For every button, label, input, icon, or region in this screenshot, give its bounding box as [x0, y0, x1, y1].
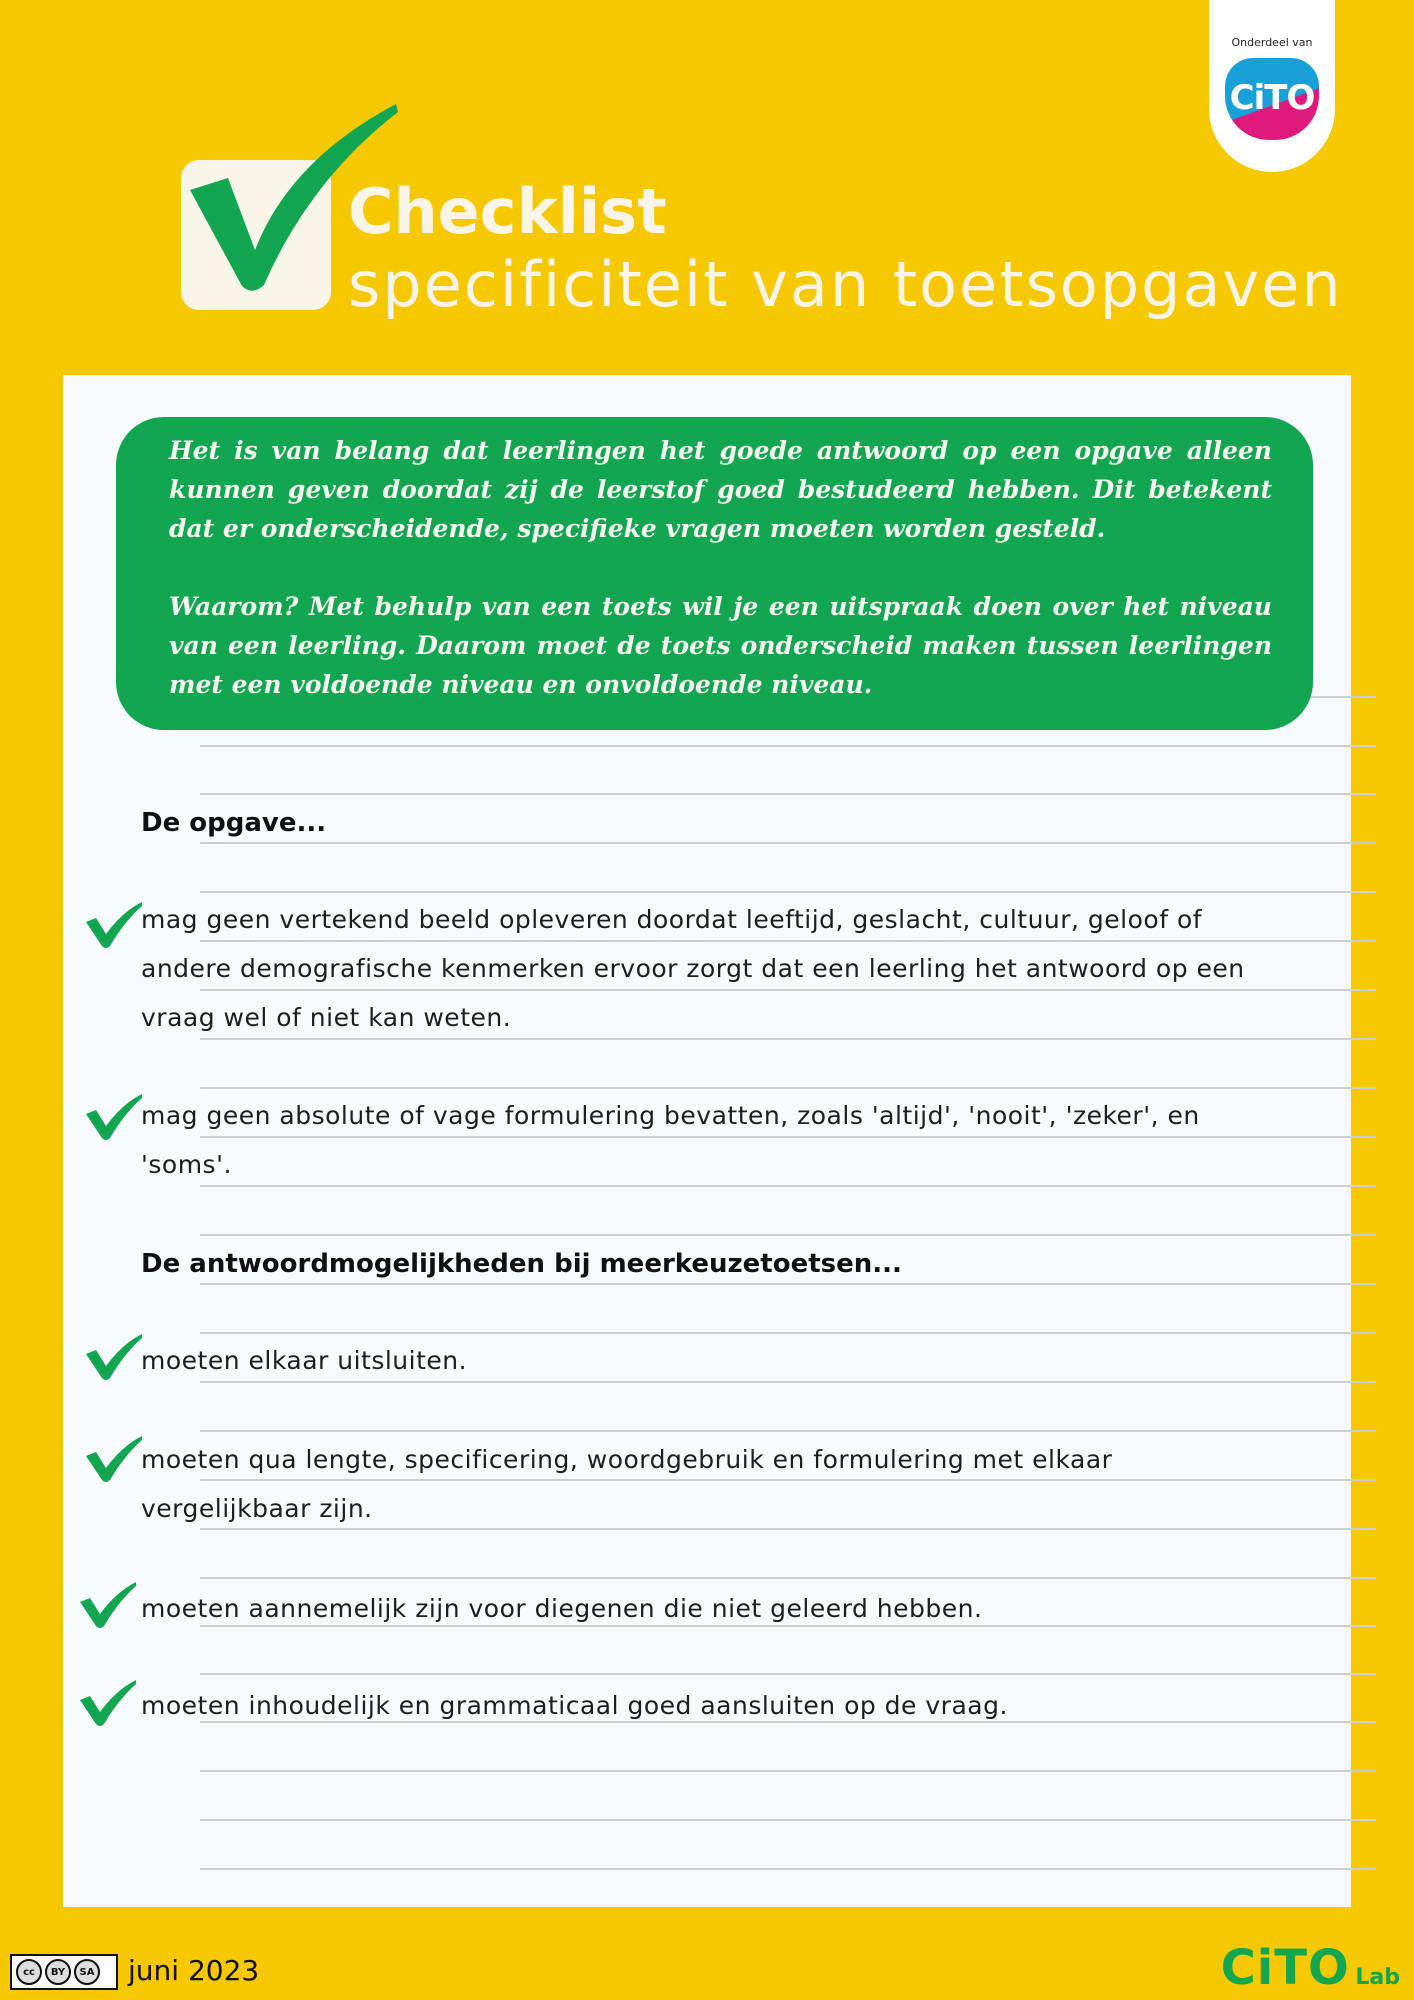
rule-line [200, 1479, 1376, 1481]
checkmark-icon [84, 1332, 144, 1382]
rule-line [200, 1673, 1376, 1675]
rule-line [200, 1721, 1376, 1723]
rule-line [200, 940, 1376, 942]
rule-line [200, 1577, 1376, 1579]
cc-license-badge [10, 1954, 118, 1990]
rule-line [200, 989, 1376, 991]
item-2-line-1: mag geen absolute of vage formulering bevatten, zoals 'altijd', 'nooit', 'zeker', en [141, 1101, 1200, 1130]
rule-line [200, 1430, 1376, 1432]
checkmark-icon [78, 1580, 138, 1630]
rule-line [200, 1819, 1376, 1821]
rule-line [200, 1332, 1376, 1334]
intro-paragraph-1: Het is van belang dat leerlingen het goede antwoord op een opgave alleen kunnen geven doordat zij de leerstof goed bestudeerd hebben. Dit betekent dat er onderscheidende, specifieke vragen moeten worden gesteld. [169, 436, 1272, 543]
cc-icon: cc [16, 1959, 42, 1985]
item-1-line-2: andere demografische kenmerken ervoor zorgt dat een leerling het antwoord op een [141, 954, 1245, 983]
page-subtitle: specificiteit van toetsopgaven [348, 248, 1343, 321]
section-heading-antwoordmogelijkheden: De antwoordmogelijkheden bij meerkeuzetoetsen... [141, 1249, 902, 1279]
footer-date: juni 2023 [128, 1954, 260, 1987]
by-icon: BY [45, 1959, 71, 1985]
rule-line [200, 1528, 1376, 1530]
sa-icon: SA [74, 1959, 100, 1985]
item-4-line-2: vergelijkbaar zijn. [141, 1494, 373, 1523]
rule-line [200, 1087, 1376, 1089]
section-heading-opgave: De opgave... [141, 808, 327, 838]
logo-word: CiTO [1229, 78, 1315, 118]
checkmark-icon [84, 1434, 144, 1484]
item-5-line-1: moeten aannemelijk zijn voor diegenen die niet geleerd hebben. [141, 1594, 983, 1623]
rule-line [200, 1185, 1376, 1187]
item-6-line-1: moeten inhoudelijk en grammaticaal goed aansluiten op de vraag. [141, 1691, 1008, 1720]
brand-main: CiTO [1220, 1940, 1350, 1996]
checkmark-icon [78, 1678, 138, 1728]
rule-line [200, 1770, 1376, 1772]
item-1-line-1: mag geen vertekend beeld opleveren doordat leeftijd, geslacht, cultuur, geloof of [141, 905, 1203, 934]
rule-line [200, 793, 1376, 795]
item-3-line-1: moeten elkaar uitsluiten. [141, 1346, 468, 1375]
cito-logo [1209, 0, 1335, 172]
rule-line [200, 842, 1376, 844]
cito-shield-icon [1225, 58, 1319, 140]
logo-caption: Onderdeel van [1231, 36, 1313, 49]
page-title: Checklist [348, 175, 667, 248]
rule-line [200, 1868, 1376, 1870]
item-4-line-1: moeten qua lengte, specificering, woordgebruik en formulering met elkaar [141, 1445, 1113, 1474]
citolab-logo [1221, 1940, 1400, 1996]
brand-sub: Lab [1355, 1965, 1400, 1990]
intro-box [116, 417, 1313, 730]
checkmark-icon [84, 1092, 144, 1142]
intro-paragraph-2: Waarom? Met behulp van een toets wil je een uitspraak doen over het niveau van een leerling. Daarom moet de toets onderscheid maken tussen leerlingen met een voldoende niveau en onvoldoende niveau. [169, 592, 1272, 699]
rule-line [200, 1283, 1376, 1285]
rule-line [200, 745, 1376, 747]
checkmark-icon [84, 900, 144, 950]
item-1-line-3: vraag wel of niet kan weten. [141, 1003, 512, 1032]
rule-line [200, 1136, 1376, 1138]
rule-line [200, 1625, 1376, 1627]
rule-line [200, 1038, 1376, 1040]
rule-line [200, 1234, 1376, 1236]
item-2-line-2: 'soms'. [141, 1150, 232, 1179]
rule-line [200, 891, 1376, 893]
rule-line [200, 1381, 1376, 1383]
